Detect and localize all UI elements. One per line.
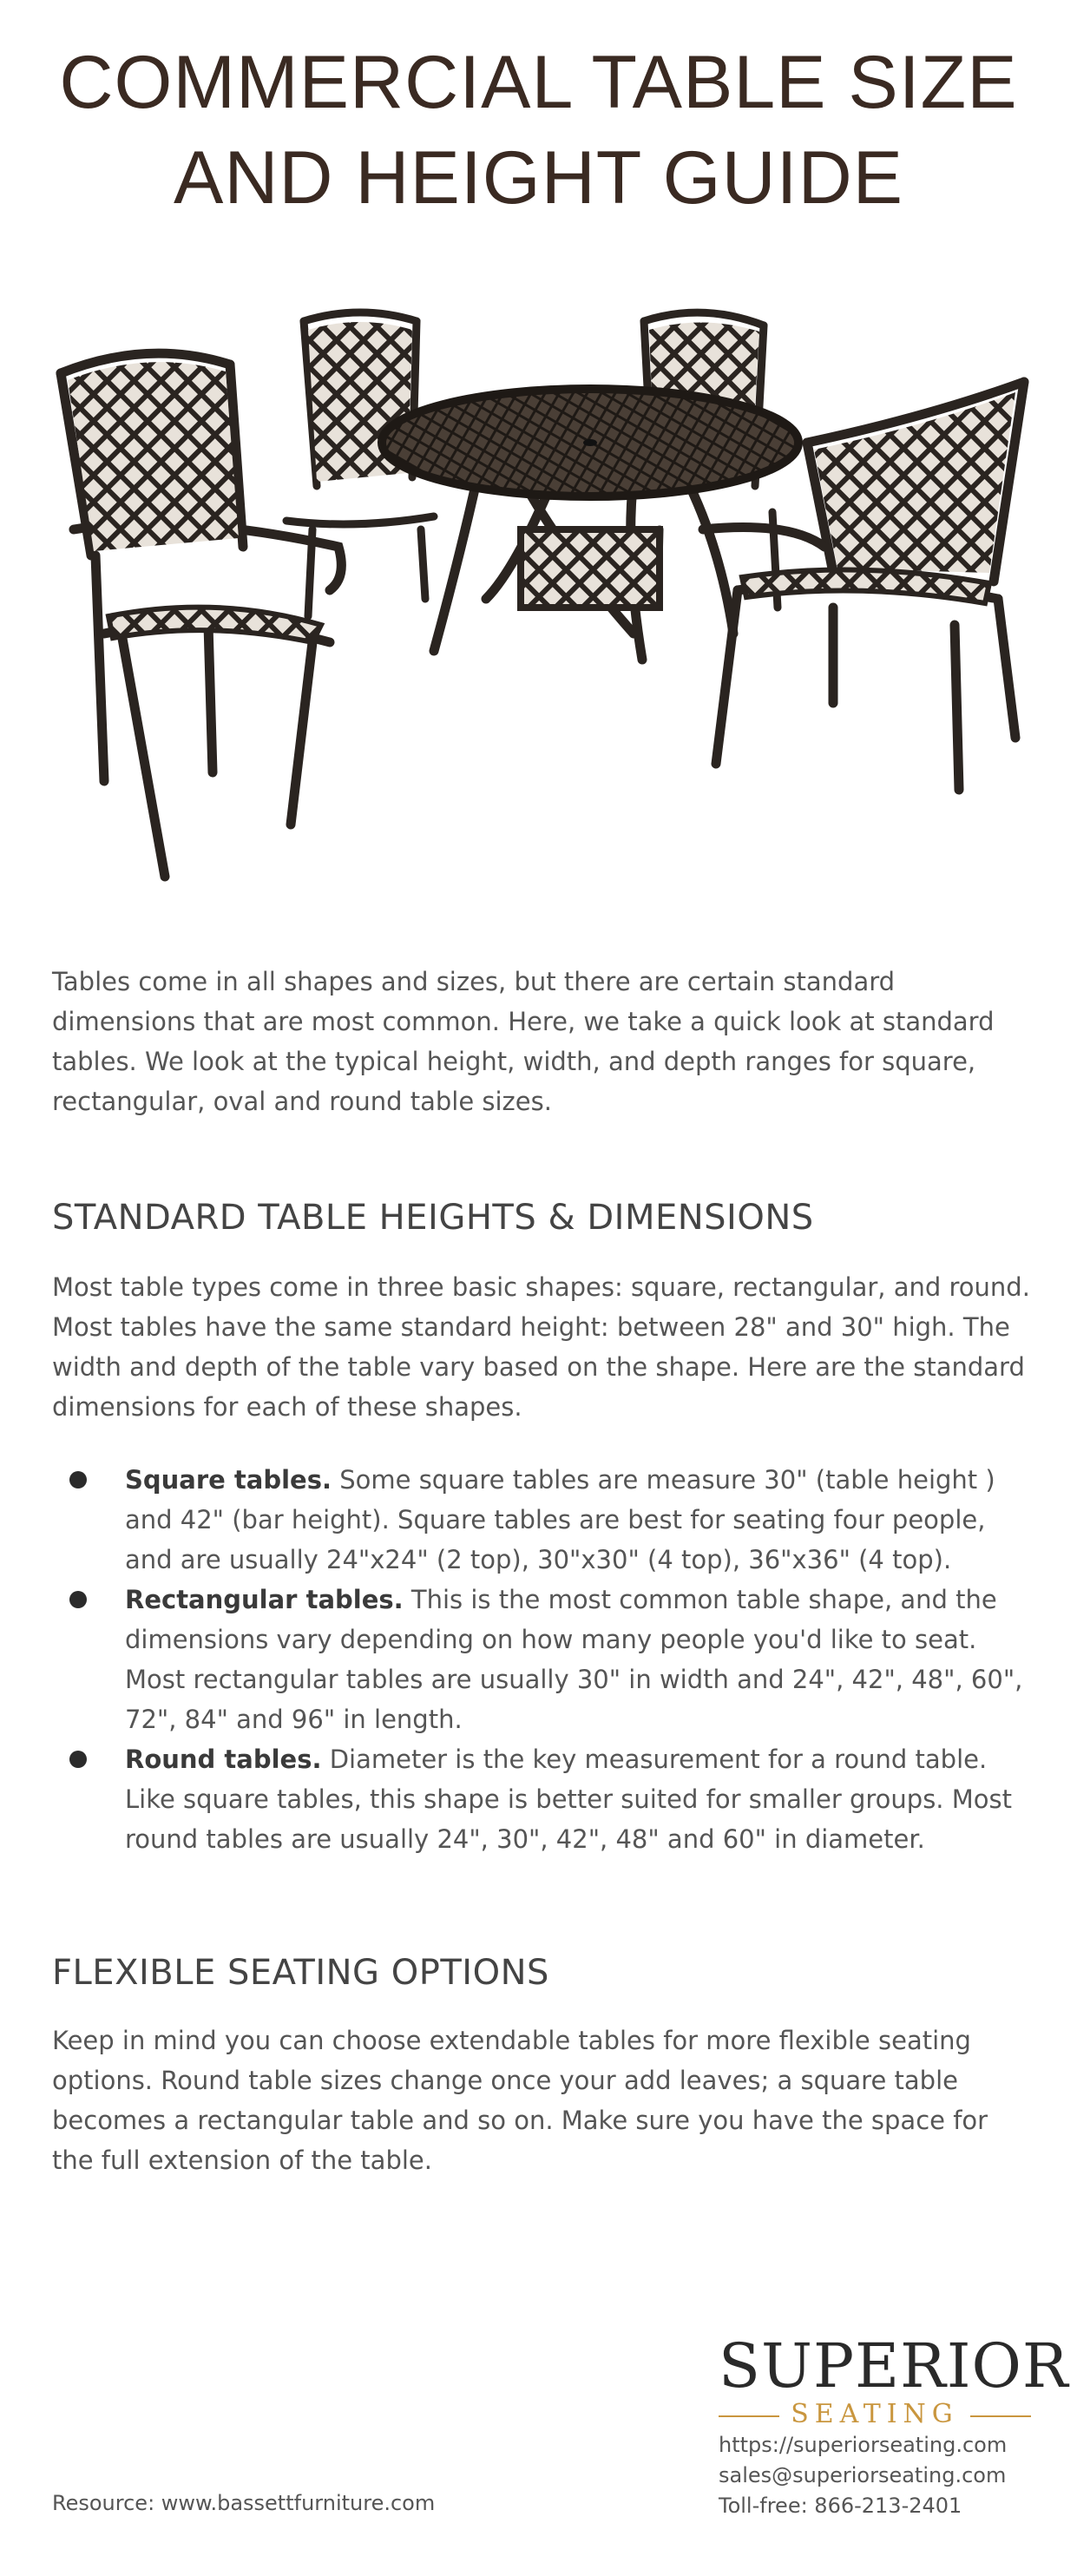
- list-item-text: This is the most common table shape, and the dimensions vary depending on how many people you'd like to seat. Most rectangular tables are usually 30" in width and 24", 42", 48", 60", 72", 84" and 96" in length.: [125, 1585, 1023, 1734]
- intro-paragraph: Tables come in all shapes and sizes, but there are certain standard dimensions that are most common. Here, we take a quick look at standard tables. We look at the typical height, width, and depth ranges for square, rectangular, oval and round table sizes.: [52, 967, 995, 1116]
- list-item-round: [52, 1739, 1033, 1859]
- list-item-square: [52, 1460, 1033, 1580]
- email-link[interactable]: sales@superiorseating.com: [719, 2463, 1007, 2487]
- section-heading-dimensions: STANDARD TABLE HEIGHTS & DIMENSIONS: [52, 1198, 814, 1238]
- list-item-title: Round tables.: [125, 1745, 322, 1774]
- list-item-title: Square tables.: [125, 1465, 332, 1495]
- title-line-2: AND HEIGHT GUIDE: [173, 136, 904, 220]
- shape-list: [52, 1460, 1033, 1859]
- logo-subtitle: SEATING: [719, 2399, 1031, 2429]
- website-link[interactable]: https://superiorseating.com: [719, 2433, 1008, 2457]
- logo-wordmark: SUPERIOR: [719, 2330, 1069, 2402]
- bullet-dot: [69, 1471, 87, 1488]
- page-title: [0, 35, 1077, 226]
- list-item-text: Diameter is the key measurement for a round table. Like square tables, this shape is better suited for smaller groups. Most round tables are usually 24", 30", 42", 48" and 60" in diameter.: [125, 1745, 1012, 1854]
- resource-credit: Resource: www.bassettfurniture.com: [52, 2491, 436, 2515]
- patio-furniture-image: [26, 269, 1050, 903]
- list-item-text: Some square tables are measure 30" (table height ) and 42" (bar height). Square tables are best for seating four people, and are usually 24"x24" (2 top), 30"x30" (4 top), 36"x36" (4 top).: [125, 1465, 995, 1574]
- list-item-rectangular: [52, 1580, 1033, 1739]
- list-item-title: Rectangular tables.: [125, 1585, 404, 1614]
- flexible-paragraph: Keep in mind you can choose extendable tables for more flexible seating options. Round table sizes change once your add leaves; a square table becomes a rectangular table and so on. Make sure you have the space for the full extension of the table.: [52, 2026, 988, 2175]
- contact-block: [719, 2430, 1007, 2521]
- dimensions-paragraph: Most table types come in three basic shapes: square, rectangular, and round. Most tables have the same standard height: between 28" and 30" high. The width and depth of the table vary based on the shape. Here are the standard dimensions for each of these shapes.: [52, 1272, 1030, 1422]
- bullet-dot: [69, 1591, 87, 1608]
- title-line-1: COMMERCIAL TABLE SIZE: [59, 41, 1018, 124]
- section-heading-flexible: FLEXIBLE SEATING OPTIONS: [52, 1953, 549, 1993]
- superior-seating-logo: [719, 2330, 1069, 2429]
- bullet-dot: [69, 1751, 87, 1768]
- phone-number: Toll-free: 866-213-2401: [719, 2494, 962, 2518]
